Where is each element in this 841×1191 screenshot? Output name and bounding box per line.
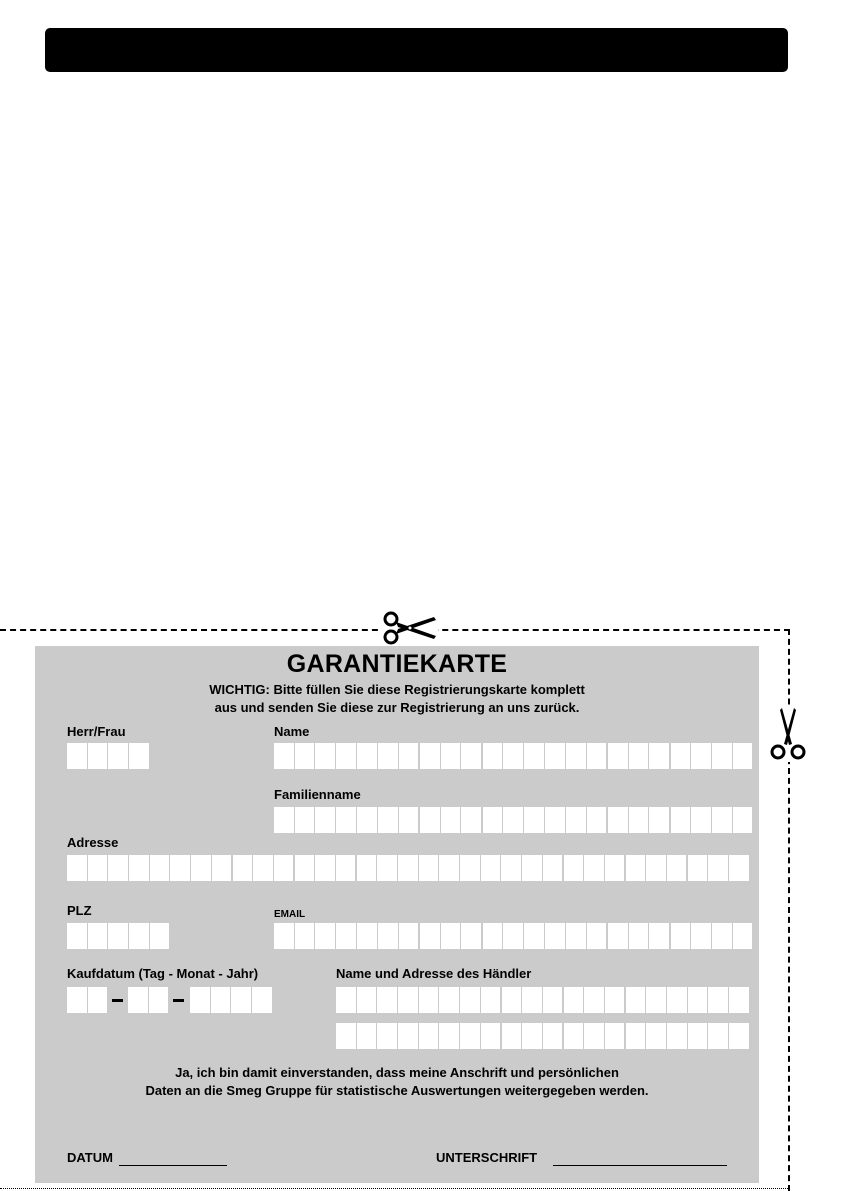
card-note-line2: aus und senden Sie diese zur Registrierung an uns zurück. [214,700,580,715]
first-name-boxes[interactable] [274,743,753,769]
zip-boxes[interactable] [67,923,170,949]
dealer-label: Name und Adresse des Händler [336,966,532,981]
email-label: EMAIL [274,909,306,920]
address-label: Adresse [67,835,119,850]
dealer-boxes-row1[interactable] [336,987,750,1013]
first-name-label: Name [274,724,310,739]
last-name-boxes[interactable] [274,807,753,833]
zip-label: PLZ [67,903,92,918]
date-label: DATUM [67,1150,113,1165]
signature-line[interactable] [553,1165,727,1166]
date-separator [112,999,123,1002]
scissors-icon [380,610,438,646]
last-name-label: Familienname [274,787,361,802]
salutation-label: Herr/Frau [67,724,126,739]
purchase-date-label: Kaufdatum (Tag - Monat - Jahr) [67,966,259,981]
date-separator [173,999,184,1002]
salutation-boxes[interactable] [67,743,150,769]
card-note-line1: WICHTIG: Bitte füllen Sie diese Registrierungskarte komplett [209,682,585,697]
cut-line-bottom [0,1188,790,1189]
date-line[interactable] [119,1165,227,1166]
dealer-boxes-row2[interactable] [336,1023,750,1049]
purchase-day-boxes[interactable] [67,987,108,1013]
header-bar [45,28,788,72]
purchase-year-boxes[interactable] [190,987,273,1013]
address-boxes[interactable] [67,855,750,881]
signature-label: UNTERSCHRIFT [436,1150,538,1165]
card-title: GARANTIEKARTE [286,650,508,678]
email-boxes[interactable] [274,923,753,949]
warranty-card [35,646,759,1183]
scissors-icon [768,706,808,762]
consent-line2: Daten an die Smeg Gruppe für statistische Auswertungen weitergegeben werden. [145,1083,649,1098]
consent-line1: Ja, ich bin damit einverstanden, dass meine Anschrift und persönlichen [175,1065,619,1080]
purchase-month-boxes[interactable] [128,987,169,1013]
